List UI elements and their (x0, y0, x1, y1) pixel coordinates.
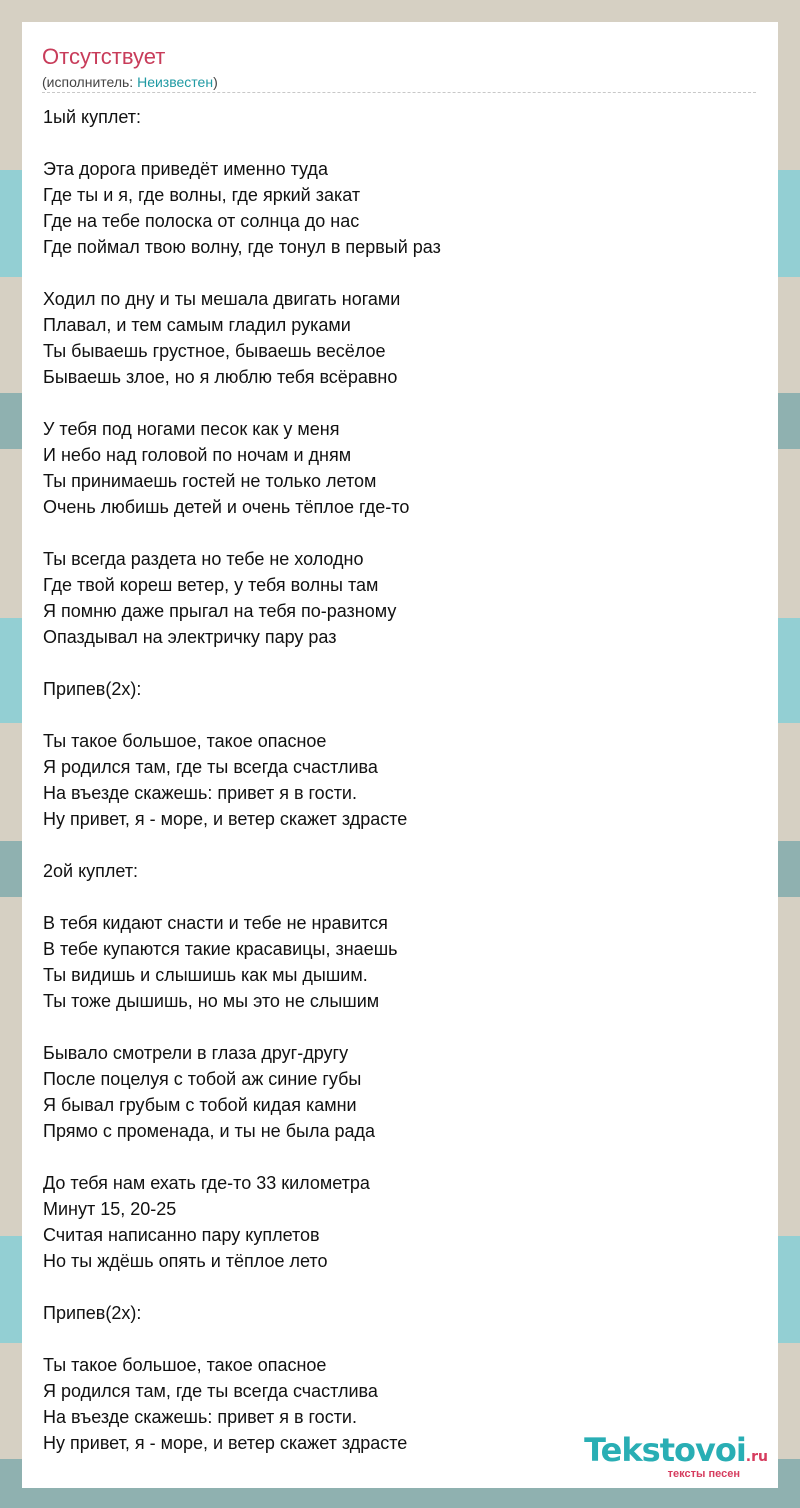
logo-tld: .ru (745, 1449, 768, 1465)
lyric-line: Но ты ждёшь опять и тёплое лето (43, 1251, 328, 1271)
lyric-line: Минут 15, 20-25 (43, 1199, 177, 1219)
title-divider (42, 92, 756, 93)
lyric-line: 1ый куплет: (43, 107, 141, 127)
lyric-line: Где на тебе полоска от солнца до нас (43, 211, 360, 231)
lyric-line: Считая написанно пару куплетов (43, 1225, 320, 1245)
lyrics-card (22, 22, 778, 1488)
lyric-line (43, 884, 743, 910)
lyric-line: Я бывал грубым с тобой кидая камни (43, 1095, 357, 1115)
lyric-line: Ты такое большое, такое опасное (43, 1355, 327, 1375)
lyric-line: Я родился там, где ты всегда счастлива (43, 1381, 378, 1401)
artist-line (42, 73, 218, 91)
lyric-line: На въезде скажешь: привет я в гости. (43, 1407, 357, 1427)
artist-suffix: ) (213, 74, 218, 90)
site-logo[interactable] (584, 1433, 768, 1480)
lyric-line: Ты бываешь грустное, бываешь весёлое (43, 341, 386, 361)
lyric-line: Ты тоже дышишь, но мы это не слышим (43, 991, 380, 1011)
lyric-line: Эта дорога приведёт именно туда (43, 159, 328, 179)
lyric-line: После поцелуя с тобой аж синие губы (43, 1069, 362, 1089)
lyric-line: Прямо с променада, и ты не была рада (43, 1121, 375, 1141)
lyric-line (43, 1014, 743, 1040)
lyric-line: Где ты и я, где волны, где яркий закат (43, 185, 361, 205)
lyric-line: Ты такое большое, такое опасное (43, 731, 327, 751)
lyric-line: Ну привет, я - море, и ветер скажет здрасте (43, 1433, 408, 1453)
lyric-line: Опаздывал на электричку пару раз (43, 627, 337, 647)
lyric-line: В тебя кидают снасти и тебе не нравится (43, 913, 388, 933)
lyric-line (43, 390, 743, 416)
logo-tagline: тексты песен (667, 1468, 740, 1480)
lyric-line: На въезде скажешь: привет я в гости. (43, 783, 357, 803)
lyric-line: Где поймал твою волну, где тонул в первый раз (43, 237, 441, 257)
lyrics-text (43, 104, 743, 1456)
lyric-line (43, 702, 743, 728)
lyric-line: До тебя нам ехать где-то 33 километра (43, 1173, 370, 1193)
lyric-line: Где твой кореш ветер, у тебя волны там (43, 575, 379, 595)
lyric-line: Я помню даже прыгал на тебя по-разному (43, 601, 397, 621)
lyric-line (43, 1274, 743, 1300)
lyric-line: Бываешь злое, но я люблю тебя всёравно (43, 367, 398, 387)
lyric-line: У тебя под ногами песок как у меня (43, 419, 340, 439)
lyric-line: Ты видишь и слышишь как мы дышим. (43, 965, 368, 985)
lyric-line: Припев(2x): (43, 679, 142, 699)
lyric-line: Ну привет, я - море, и ветер скажет здрасте (43, 809, 408, 829)
lyric-line: Ты всегда раздета но тебе не холодно (43, 549, 364, 569)
lyric-line (43, 1144, 743, 1170)
lyric-line: В тебе купаются такие красавицы, знаешь (43, 939, 398, 959)
lyric-line (43, 260, 743, 286)
lyric-line: Очень любишь детей и очень тёплое где-то (43, 497, 410, 517)
song-title: Отсутствует (42, 44, 166, 69)
lyric-line: Я родился там, где ты всегда счастлива (43, 757, 378, 777)
lyric-line (43, 832, 743, 858)
artist-prefix: (исполнитель: (42, 74, 138, 90)
lyric-line (43, 520, 743, 546)
lyric-line: Бывало смотрели в глаза друг-другу (43, 1043, 349, 1063)
lyric-line: Ты принимаешь гостей не только летом (43, 471, 377, 491)
lyric-line: Припев(2x): (43, 1303, 142, 1323)
lyric-line: 2ой куплет: (43, 861, 139, 881)
lyric-line (43, 130, 743, 156)
artist-link[interactable]: Неизвестен (137, 74, 214, 90)
lyric-line (43, 650, 743, 676)
logo-name: Tekstovoi (584, 1431, 746, 1469)
lyric-line (43, 1326, 743, 1352)
lyric-line: Ходил по дну и ты мешала двигать ногами (43, 289, 401, 309)
lyric-line: И небо над головой по ночам и дням (43, 445, 352, 465)
lyric-line: Плавал, и тем самым гладил руками (43, 315, 351, 335)
